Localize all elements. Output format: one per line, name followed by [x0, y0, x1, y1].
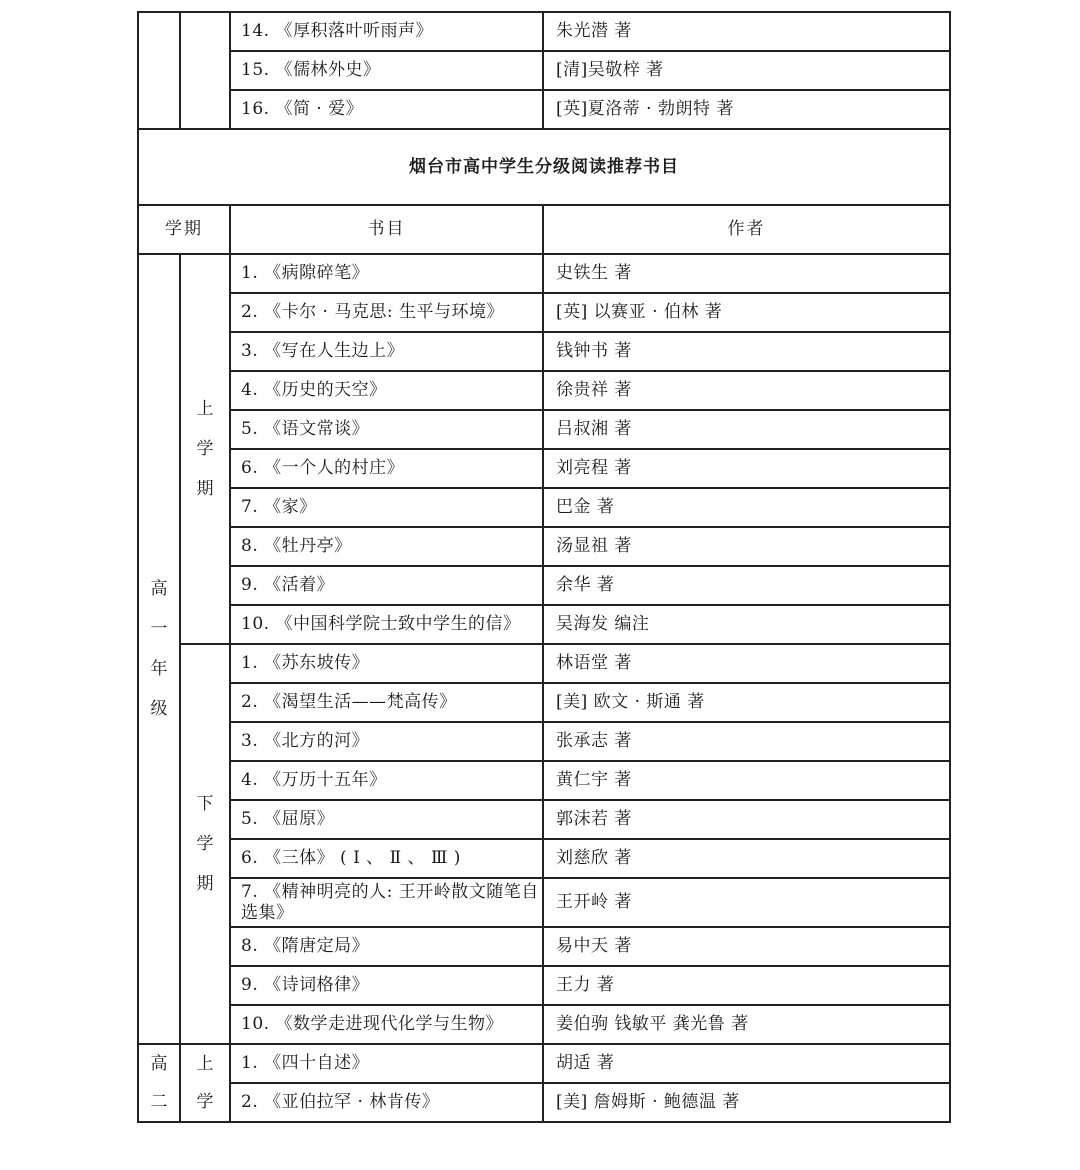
book-title: 9. 《诗词格律》: [230, 966, 543, 1005]
book-title: 2. 《渴望生活——梵高传》: [230, 683, 543, 722]
book-title: 1. 《病隙碎笔》: [230, 254, 543, 293]
table-row: [138, 966, 950, 1005]
book-author: 姜伯驹 钱敏平 龚光鲁 著: [543, 1005, 950, 1044]
table-row: [138, 254, 950, 293]
term-label: 上学期: [196, 399, 214, 499]
book-author: [美] 欧文 · 斯通 著: [543, 683, 950, 722]
book-author: [英] 以赛亚 · 伯林 著: [543, 293, 950, 332]
book-title: 1. 《苏东坡传》: [230, 644, 543, 683]
term-label-cell: [180, 254, 230, 644]
continuation-grade-cell: [138, 12, 180, 129]
term-label: 上学: [196, 1054, 214, 1112]
book-author: 王力 著: [543, 966, 950, 1005]
book-author: 王开岭 著: [543, 878, 950, 927]
book-title: 8. 《隋唐定局》: [230, 927, 543, 966]
continuation-term-cell: [180, 12, 230, 129]
table-row: [138, 449, 950, 488]
table-row: [138, 839, 950, 878]
book-title: 2. 《卡尔 · 马克思: 生平与环境》: [230, 293, 543, 332]
book-author: 吕叔湘 著: [543, 410, 950, 449]
book-title: 2. 《亚伯拉罕 · 林肯传》: [230, 1083, 543, 1122]
table-row: [138, 371, 950, 410]
book-title: 16. 《简 · 爱》: [230, 90, 543, 129]
header-author: 作者: [543, 205, 950, 254]
table-row: [138, 410, 950, 449]
book-title: 4. 《万历十五年》: [230, 761, 543, 800]
table-row: [138, 683, 950, 722]
book-title: 5. 《语文常谈》: [230, 410, 543, 449]
table-row: [138, 12, 950, 51]
table-row: [138, 927, 950, 966]
header-books: 书目: [230, 205, 543, 254]
book-title: 8. 《牡丹亭》: [230, 527, 543, 566]
book-title: 9. 《活着》: [230, 566, 543, 605]
book-title: 4. 《历史的天空》: [230, 371, 543, 410]
header-term: 学期: [138, 205, 230, 254]
book-title: 10. 《中国科学院士致中学生的信》: [230, 605, 543, 644]
table-row: [138, 878, 950, 927]
book-title: 3. 《北方的河》: [230, 722, 543, 761]
book-author: 刘亮程 著: [543, 449, 950, 488]
book-author: 吴海发 编注: [543, 605, 950, 644]
book-title: 10. 《数学走进现代化学与生物》: [230, 1005, 543, 1044]
book-author: 林语堂 著: [543, 644, 950, 683]
book-author: [美] 詹姆斯 · 鲍德温 著: [543, 1083, 950, 1122]
table-row: [138, 1044, 950, 1083]
grade-label: 高二: [150, 1054, 168, 1112]
book-author: 胡适 著: [543, 1044, 950, 1083]
book-author: 徐贵祥 著: [543, 371, 950, 410]
book-title: 6. 《三体》 ( Ⅰ 、 Ⅱ 、 Ⅲ ): [230, 839, 543, 878]
book-author: [英]夏洛蒂 · 勃朗特 著: [543, 90, 950, 129]
grade-label-cell: [138, 254, 180, 1044]
book-author: 朱光潜 著: [543, 12, 950, 51]
grade-label-cell: [138, 1044, 180, 1122]
book-title: 7. 《家》: [230, 488, 543, 527]
header-row: [138, 205, 950, 254]
grade-label: 高一年级: [150, 579, 168, 719]
table-row: [138, 605, 950, 644]
term-label-cell: [180, 644, 230, 1044]
book-title: 5. 《屈原》: [230, 800, 543, 839]
table-row: [138, 90, 950, 129]
table-row: [138, 722, 950, 761]
book-author: 巴金 著: [543, 488, 950, 527]
table-row: [138, 761, 950, 800]
book-title: 14. 《厚积落叶听雨声》: [230, 12, 543, 51]
book-author: 史铁生 著: [543, 254, 950, 293]
book-author: 刘慈欣 著: [543, 839, 950, 878]
table-row: [138, 1005, 950, 1044]
book-author: 余华 著: [543, 566, 950, 605]
book-title: 6. 《一个人的村庄》: [230, 449, 543, 488]
book-author: 易中天 著: [543, 927, 950, 966]
table-title: 烟台市高中学生分级阅读推荐书目: [138, 129, 950, 205]
book-title: 3. 《写在人生边上》: [230, 332, 543, 371]
table-row: [138, 293, 950, 332]
book-title: 1. 《四十自述》: [230, 1044, 543, 1083]
book-author: 汤显祖 著: [543, 527, 950, 566]
table-row: [138, 527, 950, 566]
table-row: [138, 800, 950, 839]
table-row: [138, 644, 950, 683]
table-row: [138, 488, 950, 527]
reading-list-table: [137, 11, 951, 1123]
table-row: [138, 566, 950, 605]
title-row: [138, 129, 950, 205]
book-author: 钱钟书 著: [543, 332, 950, 371]
book-author: 郭沫若 著: [543, 800, 950, 839]
book-title: 15. 《儒林外史》: [230, 51, 543, 90]
term-label: 下学期: [196, 794, 214, 894]
book-title: 7. 《精神明亮的人: 王开岭散文随笔自选集》: [230, 878, 543, 927]
table-row: [138, 1083, 950, 1122]
table-row: [138, 332, 950, 371]
book-author: 张承志 著: [543, 722, 950, 761]
book-author: [清]吴敬梓 著: [543, 51, 950, 90]
term-label-cell: [180, 1044, 230, 1122]
table-row: [138, 51, 950, 90]
book-author: 黄仁宇 著: [543, 761, 950, 800]
